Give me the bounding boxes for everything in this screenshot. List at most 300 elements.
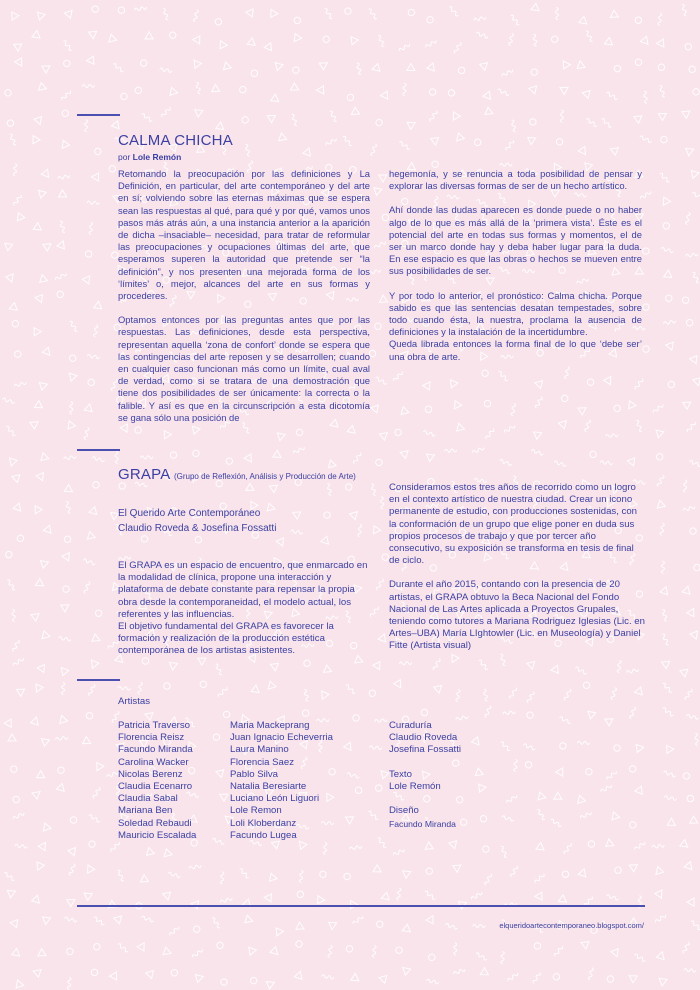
pattern-shape [322,35,331,44]
pattern-shape [57,766,66,775]
pattern-shape [291,530,303,535]
pattern-shape [40,914,50,925]
pattern-shape [375,376,387,384]
artist-name: Carolina Wacker [118,756,189,768]
pattern-shape [600,461,612,465]
artist-name: Mauricio Escalada [118,829,197,841]
pattern-shape [111,379,118,391]
footer-rule [77,905,645,907]
section1-bottom-rule [77,449,120,451]
pattern-shape [41,453,50,463]
pattern-shape [423,430,435,436]
pattern-shape [17,535,24,542]
pattern-shape [84,865,95,875]
pattern-shape [564,689,572,701]
pattern-shape [658,63,666,71]
pattern-shape [458,67,465,74]
section2-right-column [389,482,645,653]
pattern-shape [481,369,490,378]
pattern-shape [475,952,487,961]
pattern-shape [89,222,93,234]
pattern-shape [301,709,310,718]
pattern-shape [690,631,700,640]
pattern-shape [2,398,14,404]
pattern-shape [686,794,695,803]
pattern-shape [356,63,362,75]
pattern-shape [561,395,569,403]
pattern-shape [189,864,201,869]
pattern-shape [661,633,669,645]
pattern-shape [601,118,612,128]
pattern-shape [376,578,384,590]
pattern-shape [161,429,172,439]
pattern-shape [408,9,415,16]
pattern-shape [40,275,49,285]
byline-author: Lole Remón [132,152,182,162]
pattern-shape [683,399,693,409]
curaduria-name: Josefina Fossatti [389,744,461,756]
pattern-shape [476,784,486,794]
pattern-shape [58,665,69,676]
pattern-shape [92,942,101,951]
pattern-shape [662,222,670,230]
pattern-shape [560,87,568,94]
pattern-shape [68,848,78,857]
pattern-shape [34,117,44,126]
pattern-shape [559,716,571,724]
pattern-shape [59,190,69,200]
pattern-shape [267,115,275,122]
pattern-shape [552,972,561,981]
section1-right-column [389,168,642,363]
section1-left-column [118,168,370,424]
pattern-shape [617,660,621,672]
pattern-shape [90,968,99,977]
pattern-shape [692,272,700,284]
pattern-shape [225,457,234,466]
pattern-shape [34,862,44,872]
pattern-shape [59,140,70,150]
pattern-shape [291,34,302,44]
pattern-shape [162,8,169,20]
pattern-shape [217,687,227,698]
pattern-shape [424,405,433,414]
pattern-shape [246,945,257,956]
pattern-shape [6,119,15,128]
pattern-shape [379,295,388,303]
pattern-shape [67,896,77,906]
pattern-shape [629,401,637,410]
pattern-shape [12,12,19,20]
pattern-shape [460,819,467,826]
pattern-shape [31,328,41,338]
section2-title [118,466,356,483]
pattern-shape [655,890,665,900]
pattern-shape [380,892,389,902]
pattern-shape [293,509,303,520]
pattern-shape [640,36,651,47]
pattern-shape [92,6,99,13]
pattern-shape [473,924,485,927]
pattern-shape [239,868,249,879]
pattern-shape [63,535,71,543]
pattern-shape [92,787,100,799]
pattern-shape [659,85,666,97]
pattern-shape [687,609,694,617]
pattern-shape [350,512,360,521]
pattern-shape [499,654,506,666]
pattern-shape [192,925,201,934]
pattern-shape [485,705,492,717]
pattern-shape [393,371,403,382]
pattern-shape [448,89,455,96]
pattern-shape [55,272,67,280]
pattern-shape [686,146,696,156]
artist-name: Soledad Rebaudi [118,817,192,829]
pattern-shape [213,734,220,741]
pattern-shape [323,665,332,673]
pattern-shape [576,60,585,68]
pattern-shape [449,654,459,664]
pattern-shape [559,742,568,751]
pattern-shape [472,447,484,454]
pattern-shape [634,58,642,66]
pattern-shape [662,682,673,693]
pattern-shape [270,663,279,671]
artists-heading: Artistas [118,696,150,707]
pattern-shape [604,377,614,387]
pattern-shape [635,420,642,432]
pattern-shape [634,378,643,390]
pattern-shape [12,320,20,328]
pattern-shape [59,221,66,233]
pattern-shape [453,968,465,975]
pattern-shape [579,16,589,27]
pattern-shape [138,682,143,694]
pattern-shape [246,483,256,493]
pattern-shape [683,480,686,492]
pattern-shape [508,33,513,45]
pattern-shape [32,30,41,38]
pattern-shape [145,32,153,39]
artist-name: Laura Manino [230,744,289,756]
pattern-shape [241,115,250,124]
pattern-shape [425,39,437,48]
pattern-shape [89,31,98,39]
pattern-shape [606,894,618,900]
pattern-shape [215,663,223,675]
artist-name: Lole Remon [230,805,282,817]
pattern-shape [65,421,76,431]
pattern-shape [345,684,356,694]
pattern-shape [629,976,637,983]
section2-left-column [118,560,376,658]
artist-name: Maria Mackeprang [230,720,310,731]
pattern-shape [604,37,613,45]
pattern-shape [14,979,24,988]
pattern-shape [484,873,492,885]
pattern-shape [658,13,662,25]
pattern-shape [661,609,668,621]
pattern-shape [323,843,326,855]
pattern-shape [686,714,698,719]
pattern-shape [266,979,276,989]
pattern-shape [346,945,354,953]
pattern-shape [84,120,87,132]
pattern-shape [295,428,303,436]
pattern-shape [120,424,130,434]
artist-name: Juan Ignacio Echeverria [230,732,333,744]
pattern-shape [64,455,76,460]
artist-name: Claudia Sabal [118,793,178,805]
pattern-shape [580,811,592,819]
pattern-shape [423,842,433,853]
pattern-shape [453,42,461,54]
pattern-shape [375,458,384,467]
pattern-shape [92,456,104,462]
pattern-shape [9,133,17,145]
pattern-shape [33,967,44,978]
pattern-shape [643,248,650,255]
pattern-shape [581,89,590,98]
pattern-shape [250,69,258,77]
pattern-shape [5,90,12,97]
pattern-shape [117,943,128,953]
pattern-shape [482,846,489,853]
pattern-shape [654,865,664,874]
pattern-shape [66,370,77,381]
pattern-shape [535,396,543,408]
pattern-shape [162,682,171,691]
artist-name: Florencia Saez [230,756,294,768]
pattern-shape [688,65,697,74]
section1-right-paragraph: Y por todo lo anterior, el pronóstico: Calma chicha. Porque sabido es que las sentencias desatan tempestades, sobre todo cuando ésta, la nuestra, proclama la ausencia de definiciones y la instalación de la incertidumbre. [389,289,642,338]
pattern-shape [354,786,363,795]
pattern-shape [319,59,329,70]
pattern-shape [407,64,417,74]
pattern-shape [376,119,383,126]
pattern-shape [303,659,312,668]
pattern-shape [110,841,120,852]
pattern-shape [293,971,302,980]
grapa-title: GRAPA [118,466,170,483]
pattern-shape [501,69,513,77]
pattern-shape [610,811,620,820]
pattern-shape [295,940,304,949]
pattern-shape [534,942,541,949]
pattern-shape [84,403,93,412]
pattern-shape [585,768,593,776]
pattern-shape [401,924,410,934]
pattern-shape [33,684,43,694]
pattern-shape [271,94,281,105]
pattern-shape [376,921,383,928]
pattern-shape [664,796,676,801]
pattern-shape [603,715,613,725]
pattern-shape [303,147,313,156]
pattern-shape [368,8,378,19]
pattern-shape [299,870,303,882]
pattern-shape [108,164,117,173]
pattern-shape [456,689,460,701]
pattern-shape [373,662,383,672]
pattern-shape [479,814,488,823]
pattern-shape [43,525,51,534]
pattern-shape [511,403,516,415]
pattern-shape [692,192,700,200]
pattern-shape [523,743,535,750]
pattern-shape [57,716,68,727]
pattern-shape [685,212,690,224]
pattern-shape [85,251,92,258]
pattern-shape [667,818,675,825]
pattern-shape [292,66,300,74]
pattern-shape [349,845,361,850]
pattern-shape [328,945,332,957]
pattern-shape [663,745,673,755]
pattern-shape [42,62,52,72]
pattern-shape [615,867,622,874]
pattern-shape [83,581,90,593]
pattern-shape [536,842,545,850]
pattern-shape [245,144,251,156]
pattern-shape [684,968,696,972]
pattern-shape [682,772,691,781]
pattern-shape [661,247,673,253]
pattern-shape [13,503,24,514]
pattern-shape [141,456,153,459]
pattern-shape [482,91,490,100]
pattern-shape [530,68,539,77]
pattern-shape [195,82,201,94]
pattern-shape [397,888,402,900]
pattern-shape [526,711,534,719]
pattern-shape [264,503,275,514]
pattern-shape [635,687,646,698]
pattern-shape [659,587,667,596]
pattern-shape [36,187,47,198]
pattern-shape [653,427,664,438]
pattern-shape [371,64,380,74]
pattern-shape [656,39,664,47]
section2-right-paragraph: Durante el año 2015, contando con la presencia de 20 artistas, el GRAPA obtuvo la Beca Nacional del Fondo Nacional de Las Artes aplicada a Proyectos Grupales, teniendo como tutores a Mariana Rodriguez Iglesias (Lic. en Artes–UBA) María LIghtowler (Lic. en Museología) y Daniel Fitte (Artista visual) [389,579,645,652]
pattern-shape [499,459,511,466]
pattern-shape [265,681,276,692]
pattern-shape [4,717,14,727]
section2-bottom-rule [77,679,120,681]
diseno-name: Facundo Miranda [389,818,456,829]
pattern-shape [87,354,99,359]
pattern-shape [394,680,404,690]
pattern-shape [194,59,202,68]
pattern-shape [682,111,691,119]
pattern-shape [320,536,329,545]
pattern-shape [551,36,558,43]
pattern-shape [34,400,42,407]
pattern-shape [682,585,692,594]
pattern-shape [33,222,42,230]
pattern-shape [474,16,486,21]
pattern-shape [145,847,154,856]
pattern-shape [535,381,545,390]
pattern-shape [471,737,482,747]
pattern-shape [661,561,664,573]
pattern-shape [109,34,118,44]
pattern-shape [95,148,101,154]
pattern-shape [220,978,228,986]
pattern-shape [216,770,225,779]
pattern-shape [474,768,483,776]
pattern-shape [379,430,389,441]
pattern-shape [9,457,18,466]
pattern-shape [642,345,651,354]
section1-byline [118,152,181,162]
section2-left-paragraph: El objetivo fundamental del GRAPA es favorecer la formación y realización de la producción estética contemporánea de los artistas asistentes. [118,621,334,657]
pattern-shape [628,862,638,872]
pattern-shape [524,760,533,769]
pattern-shape [456,898,466,909]
pattern-shape [586,118,598,127]
pattern-shape [642,303,651,312]
pattern-shape [660,523,665,535]
pattern-shape [401,967,410,975]
pattern-shape [506,794,518,803]
pattern-shape [251,684,260,692]
pattern-shape [532,34,537,46]
pattern-shape [401,407,410,417]
pattern-shape [681,4,688,16]
pattern-shape [394,429,402,437]
pattern-shape [30,418,40,429]
pattern-shape [13,350,22,359]
pattern-shape [682,942,689,954]
pattern-shape [14,381,26,387]
pattern-shape [427,63,438,74]
pattern-shape [403,83,406,95]
pattern-shape [507,972,518,982]
pattern-shape [41,169,49,178]
pattern-shape [55,783,64,792]
pattern-shape [662,707,673,716]
pattern-shape [64,917,76,922]
pattern-shape [43,823,52,832]
pattern-shape [15,844,27,848]
pattern-shape [577,741,589,744]
pattern-shape [551,664,561,674]
pattern-shape [168,31,177,40]
pattern-shape [17,689,25,696]
pattern-shape [193,972,204,983]
pattern-shape [369,746,381,750]
pattern-shape [35,578,43,585]
artist-name: Patricia Traverso [118,720,190,731]
footer-url-link[interactable]: elqueridoartecontemporaneo.blogspot.com/ [499,921,644,930]
pattern-shape [323,511,331,519]
pattern-shape [85,712,94,721]
pattern-shape [690,816,700,826]
pattern-shape [270,946,280,955]
pattern-shape [691,920,700,930]
pattern-shape [380,91,388,99]
pattern-shape [664,270,673,278]
pattern-shape [610,145,620,156]
pattern-shape [606,974,615,983]
pattern-shape [134,86,142,94]
pattern-shape [498,371,508,382]
pattern-shape [39,83,48,93]
pattern-shape [108,509,118,520]
pattern-shape [612,744,621,753]
